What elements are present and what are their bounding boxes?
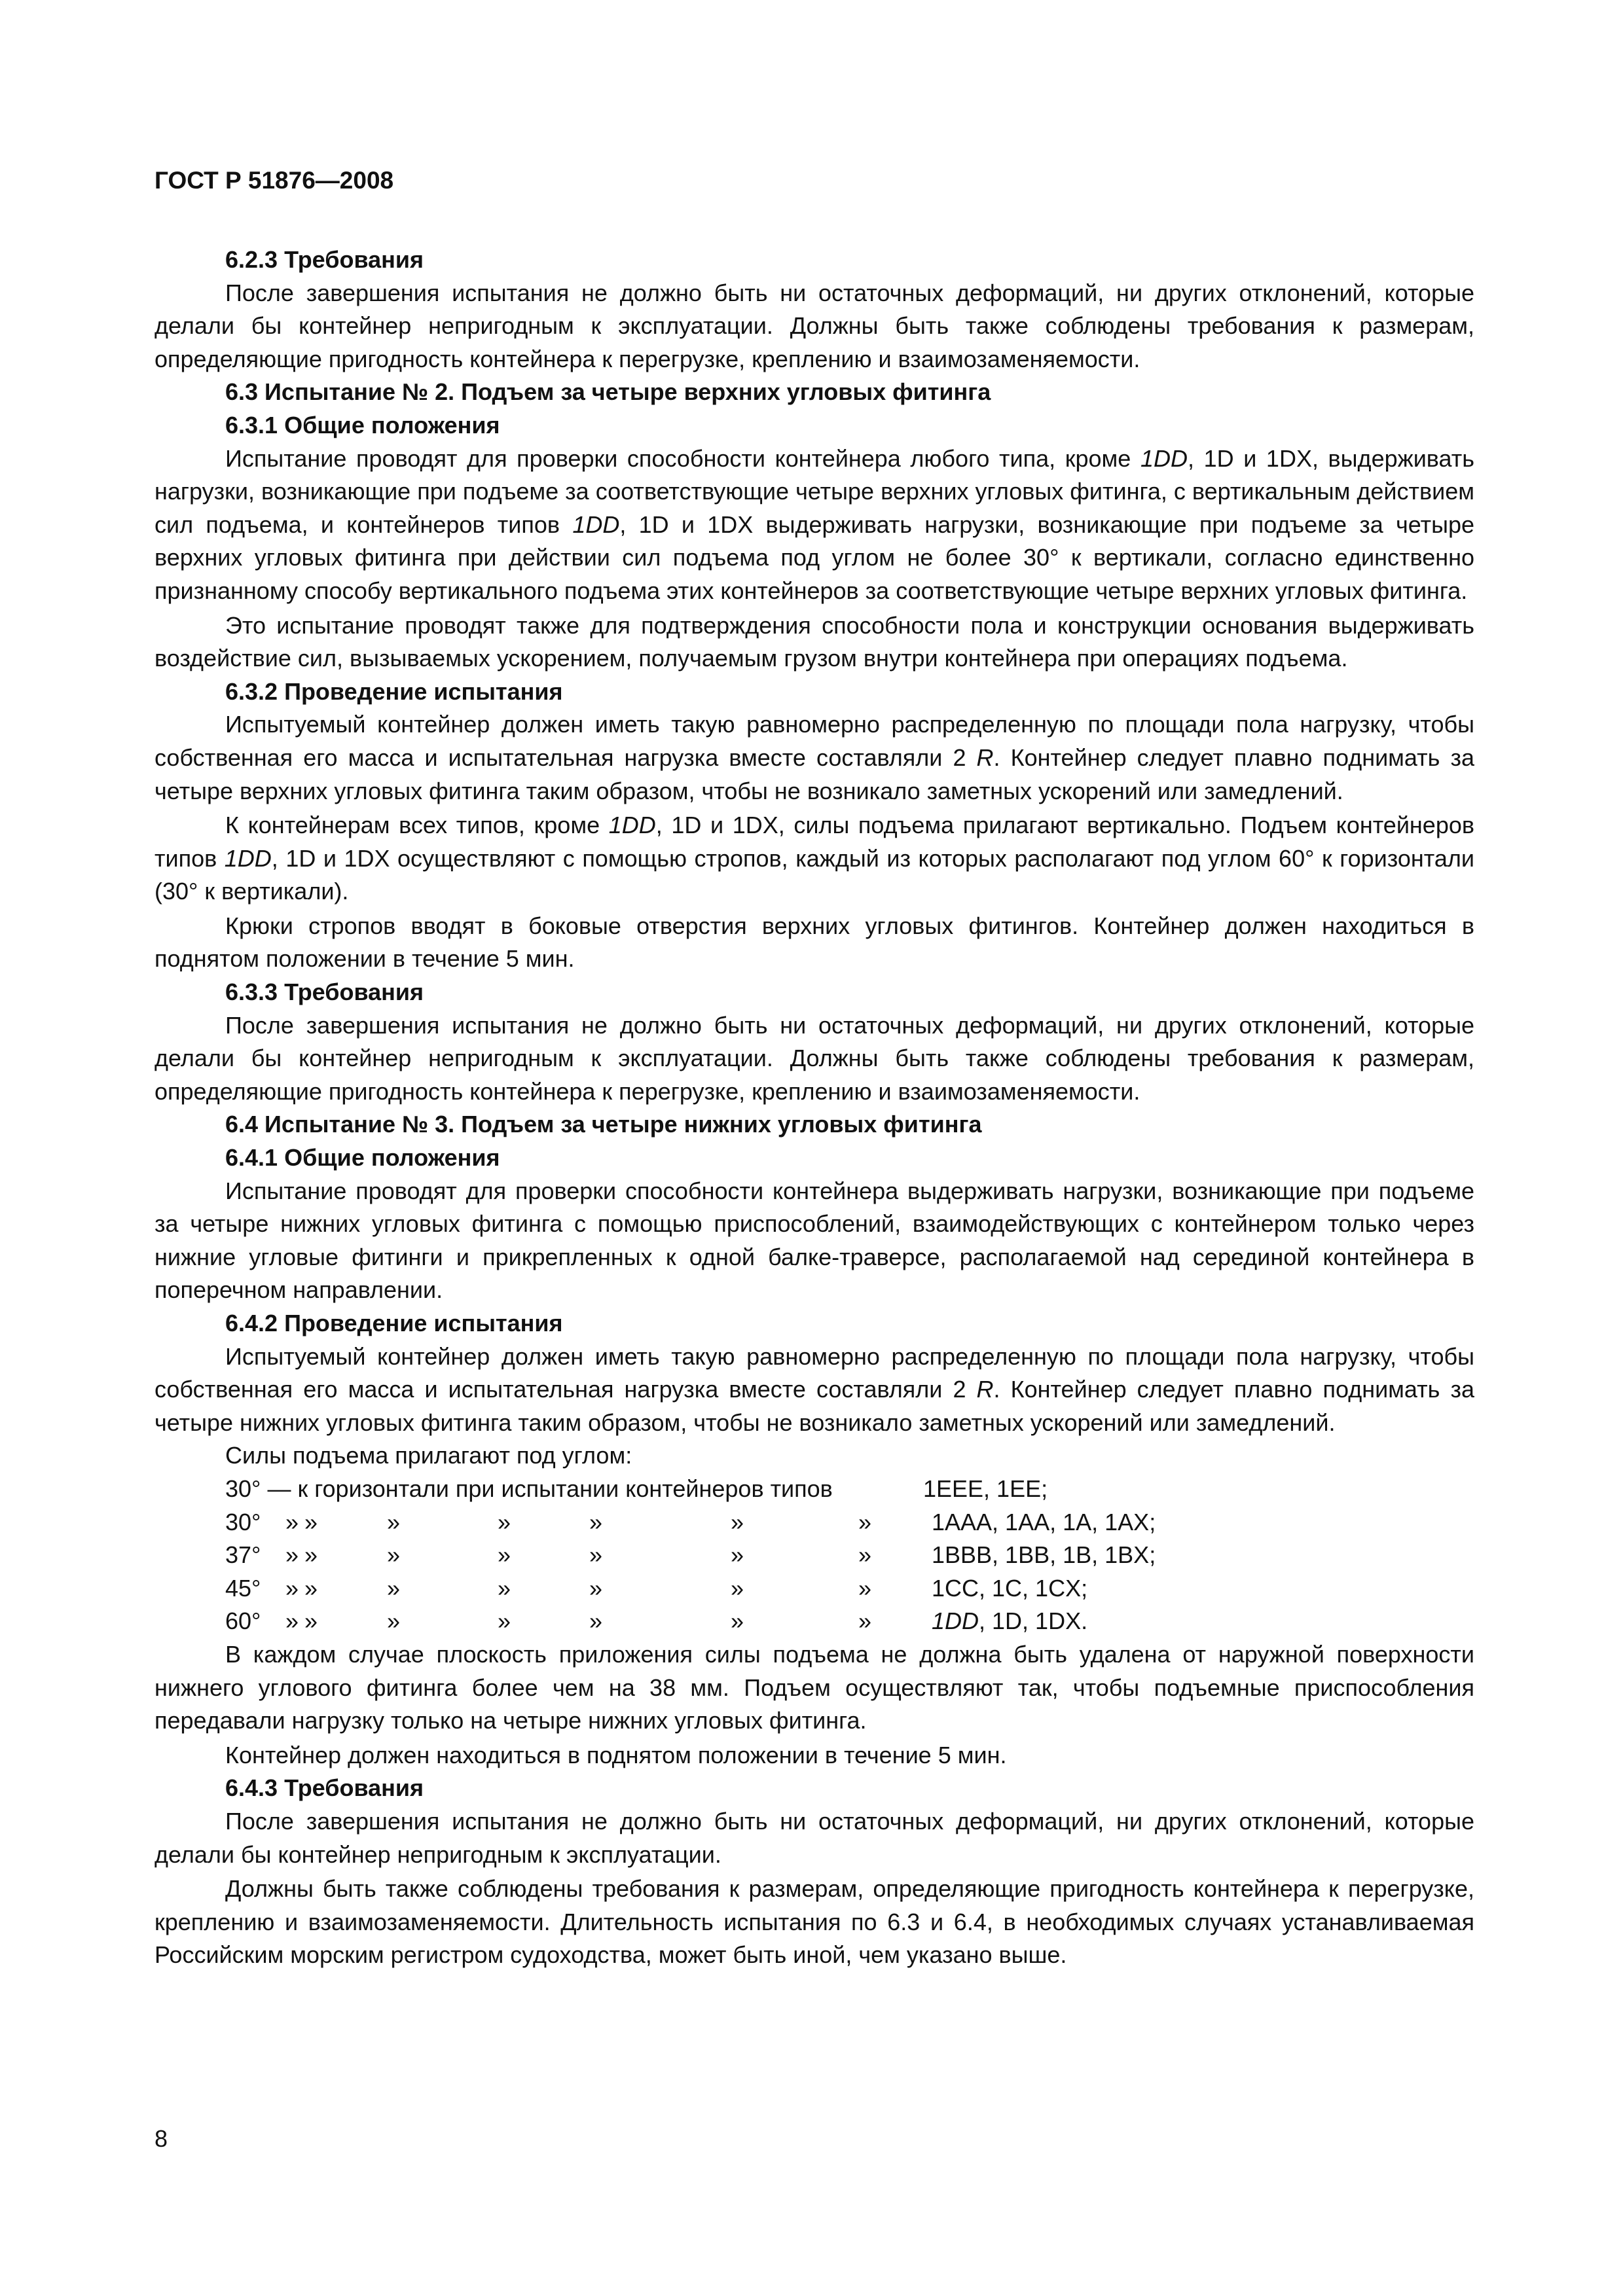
ditto-mark: » [858, 1508, 872, 1535]
ditto-mark: » [731, 1508, 744, 1535]
ditto-mark: » [304, 1607, 318, 1635]
ditto-mark: » [498, 1574, 511, 1602]
section-title-6-4: 6.4 Испытание № 3. Подъем за четыре нижних угловых фитинга [225, 1111, 982, 1138]
paragraph: К контейнерам всех типов, кроме 1DD, 1D и 1DX, силы подъема прилагают вертикально. Подъем контейнеров типов 1DD, 1D и 1DX осуществляют с помощью стропов, каждый из которых располагают под углом 60° к горизонтали (30° к вертикали). [155, 812, 1475, 905]
ditto-mark: » [858, 1541, 872, 1569]
ditto-mark: » [304, 1541, 318, 1569]
paragraph: В каждом случае плоскость приложения силы подъема не должна быть удалена от наружной поверхности нижнего углового фитинга более чем на 38 мм. Подъем осуществляют так, чтобы подъемные приспособления передавали нагрузку только на четыре нижних угловых фитинга. [155, 1640, 1474, 1734]
angle-row [155, 1572, 1474, 1605]
ditto-mark: » [589, 1574, 603, 1602]
angle-value: 30° [225, 1508, 261, 1535]
paragraph: После завершения испытания не должно быть ни остаточных деформаций, ни других отклонений, которые делали бы контейнер непригодным к эксплуатации. Должны быть также соблюдены требования к размерам, определяющие пригодность контейнера к перегрузке, креплению и взаимозаменяемости. [155, 279, 1474, 372]
ditto-mark: » [285, 1574, 299, 1602]
ditto-mark: » [387, 1508, 401, 1535]
angle-row [155, 1539, 1474, 1572]
ditto-mark: » [498, 1508, 511, 1535]
paragraph: Контейнер должен находиться в поднятом положении в течение 5 мин. [225, 1741, 1007, 1768]
ditto-mark: » [589, 1508, 603, 1535]
section-title-6-3: 6.3 Испытание № 2. Подъем за четыре верхних угловых фитинга [225, 378, 991, 406]
paragraph: После завершения испытания не должно быть ни остаточных деформаций, ни других отклонений, которые делали бы контейнер непригодным к эксплуатации. [155, 1807, 1474, 1868]
ditto-mark: » [858, 1607, 872, 1635]
document-header: ГОСТ Р 51876—2008 [155, 167, 394, 194]
ditto-mark: » [731, 1541, 744, 1569]
paragraph: Должны быть также соблюдены требования к размерам, определяющие пригодность контейнера к перегрузке, креплению и взаимозаменяемости. Длительность испытания по 6.3 и 6.4, в необходимых случаях устанавливаемая Российским морским регистром судоходства, может быть иной, чем указано выше. [155, 1875, 1474, 1969]
angle-types-rest: , 1D, 1DX. [979, 1607, 1088, 1635]
ditto-mark: » [498, 1541, 511, 1569]
ditto-mark: » [387, 1607, 401, 1635]
paragraph: Крюки стропов вводят в боковые отверстия верхних угловых фитингов. Контейнер должен находиться в поднятом положении в течение 5 мин. [155, 912, 1474, 973]
paragraph: Силы подъема прилагают под углом: [225, 1442, 632, 1469]
paragraph: Испытание проводят для проверки способности контейнера любого типа, кроме 1DD, 1D и 1DX, выдерживать нагрузки, возникающие при подъеме за соответствующие четыре верхних угловых фитинга, с вертикальным действием сил подъема, и контейнеров типов 1DD, 1D и 1DX выдерживать нагрузки, возникающие при подъеме за четыре верхних угловых фитинга при действии сил подъема под углом не более 30° к вертикали, согласно единственно признанному способу вертикального подъема этих контейнеров за соответствующие четыре верхних угловых фитинга. [155, 444, 1474, 604]
ditto-mark: » [858, 1574, 872, 1602]
ditto-mark: » [387, 1541, 401, 1569]
angle-types: 1EEE, 1EE; [923, 1475, 1048, 1502]
angle-types: 1AAA, 1AA, 1A, 1AX; [932, 1508, 1156, 1535]
angle-types [932, 1605, 1087, 1638]
paragraph: Испытуемый контейнер должен иметь такую равномерно распределенную по площади пола нагрузку, чтобы собственная его масса и испытательная нагрузка вместе составляли 2 R. Контейнер следует плавно поднимать за четыре верхних угловых фитинга таким образом, чтобы не возникало заметных ускорений или замедлений. [155, 711, 1474, 804]
ditto-mark: » [387, 1574, 401, 1602]
ditto-mark: » [304, 1508, 318, 1535]
ditto-mark: » [498, 1607, 511, 1635]
ditto-mark: » [304, 1574, 318, 1602]
section-title-6-4-1: 6.4.1 Общие положения [225, 1144, 500, 1172]
section-title-6-2-3: 6.2.3 Требования [225, 246, 424, 273]
ditto-mark: » [285, 1508, 299, 1535]
angle-value: 45° [225, 1574, 261, 1602]
angle-row-first [155, 1473, 1474, 1506]
document-body [155, 243, 1474, 1972]
section-title-6-3-3: 6.3.3 Требования [225, 978, 424, 1006]
section-title-6-4-2: 6.4.2 Проведение испытания [225, 1310, 563, 1336]
ditto-mark: » [731, 1574, 744, 1602]
ditto-mark: » [285, 1607, 299, 1635]
paragraph: Испытуемый контейнер должен иметь такую равномерно распределенную по площади пола нагрузку, чтобы собственная его масса и испытательная нагрузка вместе составляли 2 R. Контейнер следует плавно поднимать за четыре нижних угловых фитинга таким образом, чтобы не возникало заметных ускорений или замедлений. [155, 1342, 1474, 1436]
paragraph: Это испытание проводят также для подтверждения способности пола и конструкции основания выдерживать воздействие сил, вызываемых ускорением, получаемым грузом внутри контейнера при операциях подъема. [155, 611, 1474, 672]
page-number: 8 [155, 2125, 168, 2152]
angle-row [155, 1605, 1474, 1638]
angle-row [155, 1506, 1474, 1539]
angle-types-italic: 1DD [932, 1607, 979, 1635]
section-title-6-3-1: 6.3.1 Общие положения [225, 411, 500, 439]
section-title-6-4-3: 6.4.3 Требования [225, 1774, 424, 1802]
angle-text: 30° — к горизонтали при испытании контейнеров типов [225, 1475, 833, 1502]
ditto-mark: » [589, 1607, 603, 1635]
section-title-6-3-2: 6.3.2 Проведение испытания [225, 677, 563, 705]
angle-types: 1BBB, 1BB, 1B, 1BX; [932, 1541, 1156, 1569]
angle-value: 60° [225, 1607, 261, 1635]
angle-value: 37° [225, 1541, 261, 1569]
ditto-mark: » [731, 1607, 744, 1635]
ditto-mark: » [589, 1541, 603, 1569]
paragraph: Испытание проводят для проверки способности контейнера выдерживать нагрузки, возникающие при подъеме за четыре нижних угловых фитинга с помощью приспособлений, взаимодействующих с контейнером только через нижние угловые фитинги и прикрепленных к одной балке-траверсе, располагаемой над серединой контейнера в поперечном направлении. [155, 1177, 1474, 1304]
ditto-mark: » [285, 1541, 299, 1569]
angle-types: 1CC, 1C, 1CX; [932, 1574, 1088, 1602]
paragraph: После завершения испытания не должно быть ни остаточных деформаций, ни других отклонений, которые делали бы контейнер непригодным к эксплуатации. Должны быть также соблюдены требования к размерам, определяющие пригодность контейнера к перегрузке, креплению и взаимозаменяемости. [155, 1011, 1474, 1105]
